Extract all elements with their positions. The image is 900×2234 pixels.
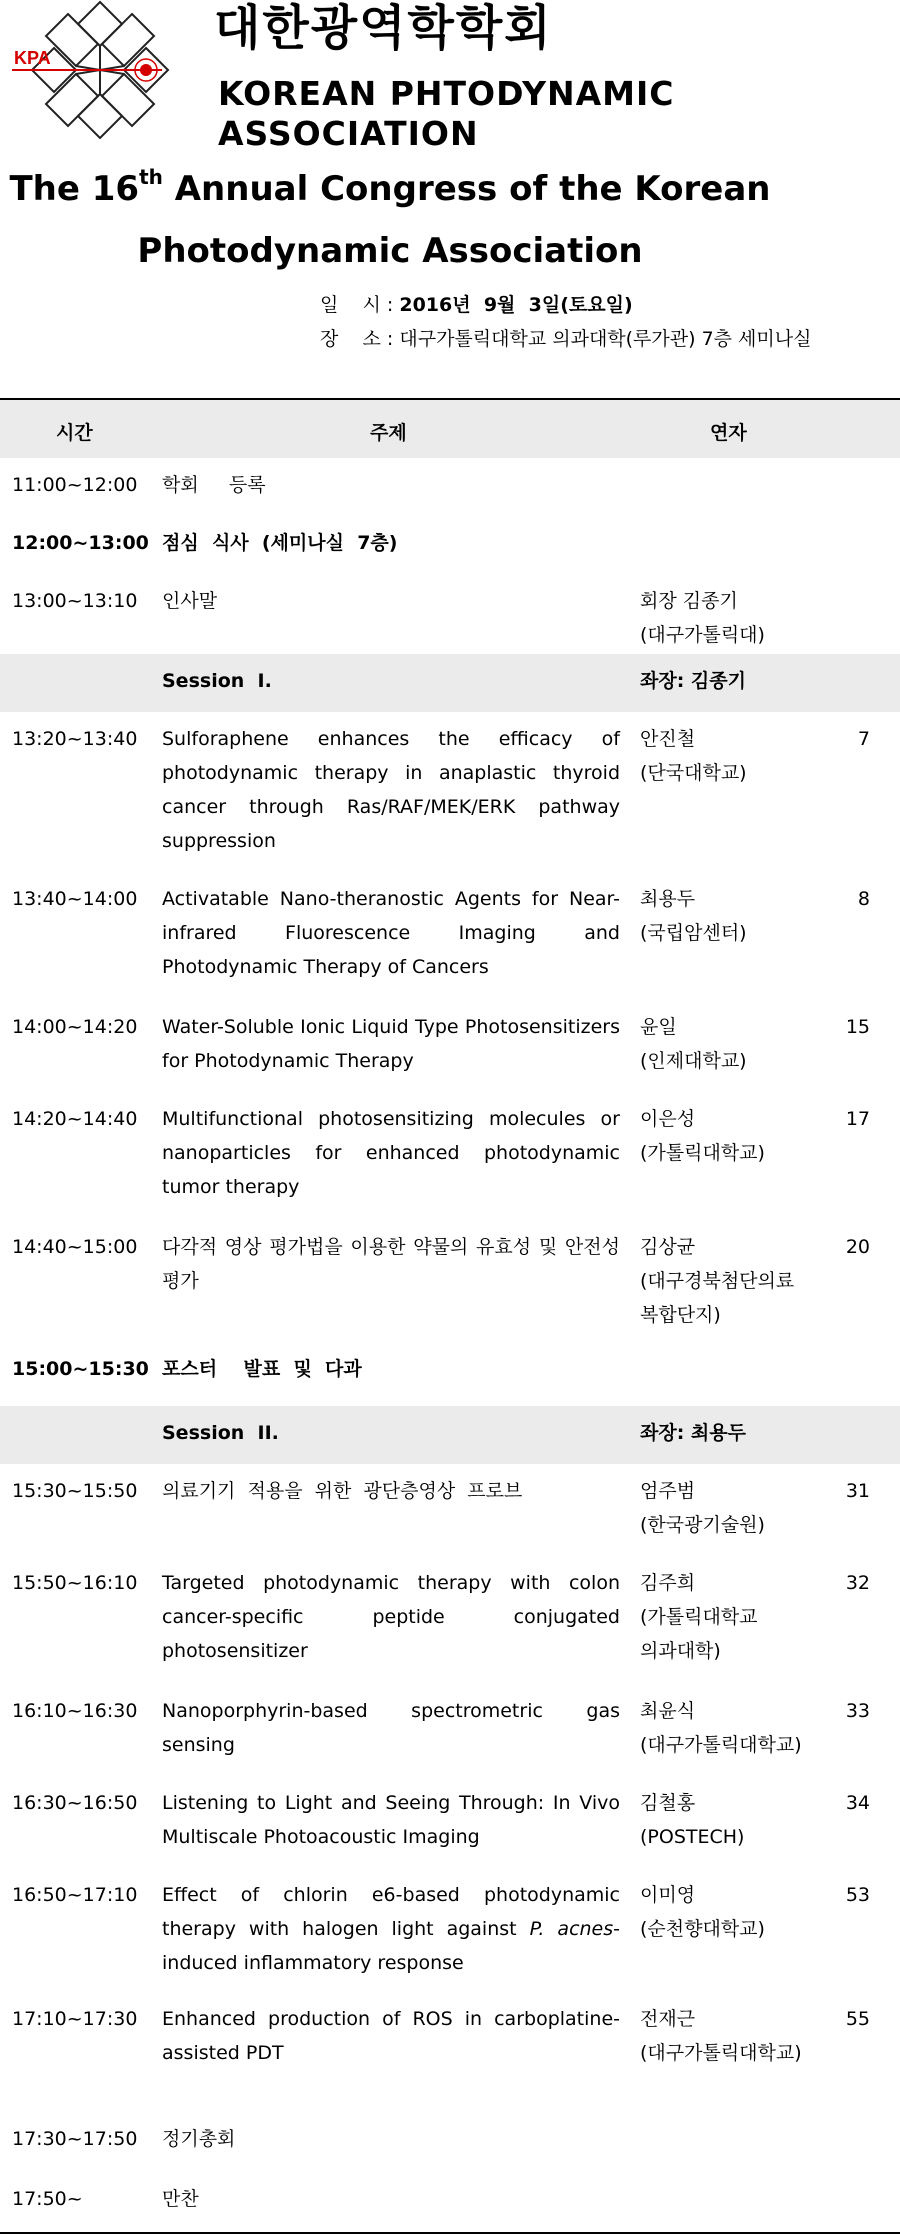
page-number: 15 — [845, 1016, 870, 1038]
table-row — [0, 1556, 900, 1684]
time-cell: 17:50~ — [12, 2188, 83, 2210]
speaker-cell: 김상균 (대구경북첨단의료 복합단지) — [640, 1236, 795, 1326]
speaker-cell: 윤일 (인제대학교) — [640, 1016, 747, 1072]
event-date: 일 시 : 2016년 9월 3일(토요일) — [320, 294, 633, 316]
table-row — [0, 1000, 900, 1092]
species-name: P. acnes — [529, 1918, 614, 1940]
congress-title — [0, 158, 780, 282]
time-cell: 17:10~17:30 — [12, 2008, 138, 2030]
page-number: 7 — [857, 728, 870, 750]
time-cell: 15:30~15:50 — [12, 1480, 138, 1502]
speaker-cell: 엄주범 (한국광기술원) — [640, 1480, 765, 1536]
time-cell: 14:20~14:40 — [12, 1108, 138, 1130]
page-number: 34 — [845, 1792, 870, 1814]
time-cell: 11:00~12:00 — [12, 474, 138, 496]
page-header — [0, 0, 900, 398]
table-row — [0, 2172, 900, 2232]
table-row — [0, 574, 900, 654]
topic-cell — [162, 1878, 620, 1980]
session-row — [0, 654, 900, 712]
topic-cell: Listening to Light and Seeing Through: In Vivo Multiscale Photoacoustic Imaging — [162, 1792, 627, 1848]
topic-cell: Session I. — [162, 670, 272, 692]
kpa-logo — [10, 0, 190, 140]
topic-cell: 만찬 — [162, 2188, 199, 2210]
time-cell: 14:40~15:00 — [12, 1236, 138, 1258]
time-cell: 16:50~17:10 — [12, 1884, 138, 1906]
speaker-cell: 안진철 (단국대학교) — [640, 728, 747, 784]
speaker-cell: 김주희 (가톨릭대학교 의과대학) — [640, 1572, 758, 1662]
table-body — [0, 458, 900, 2232]
time-cell: 15:00~15:30 — [12, 1358, 149, 1380]
time-cell: 13:00~13:10 — [12, 590, 138, 612]
org-name-korean: 대한광역학학회 — [214, 0, 553, 56]
table-header-row — [0, 400, 900, 458]
topic-cell: 인사말 — [162, 590, 218, 612]
speaker-cell: 전재근 (대구가톨릭대학교) — [640, 2008, 802, 2064]
speaker-cell: 김철홍 (POSTECH) — [640, 1792, 745, 1848]
topic-cell: 학회 등록 — [162, 474, 266, 496]
time-cell: 13:20~13:40 — [12, 728, 138, 750]
table-row — [0, 712, 900, 872]
topic-cell: Sulforaphene enhances the efficacy of photodynamic therapy in anaplastic thyroid cancer through Ras/RAF/MEK/ERK pathway suppression — [162, 728, 627, 852]
page-number: 8 — [857, 888, 870, 910]
topic-cell: 의료기기 적용을 위한 광단층영상 프로브 — [162, 1480, 523, 1502]
program-table — [0, 398, 900, 2234]
topic-cell: 점심 식사 (세미나실 7층) — [162, 532, 398, 554]
title-line-1: The 16th Annual Congress of the Korean — [9, 165, 771, 209]
topic-cell: 정기총회 — [162, 2128, 236, 2150]
topic-cell: Targeted photodynamic therapy with colon cancer-specific peptide conjugated photosensitizer — [162, 1572, 627, 1662]
speaker-cell: 좌장: 김종기 — [640, 670, 746, 692]
event-venue: 장 소 : 대구가톨릭대학교 의과대학(루가관) 7층 세미나실 — [320, 328, 812, 350]
topic-cell: 포스터 발표 및 다과 — [162, 1358, 362, 1380]
event-meta — [320, 288, 811, 356]
page-number: 55 — [845, 2008, 870, 2030]
svg-text:KPA: KPA — [14, 48, 51, 68]
column-header-time: 시간 — [56, 422, 93, 444]
time-cell: 13:40~14:00 — [12, 888, 138, 910]
table-row — [0, 2112, 900, 2172]
time-cell: 17:30~17:50 — [12, 2128, 138, 2150]
table-row — [0, 1684, 900, 1776]
topic-cell: 다각적 영상 평가법을 이용한 약물의 유효성 및 안전성 평가 — [162, 1236, 627, 1292]
speaker-cell: 최용두 (국립암센터) — [640, 888, 747, 944]
topic-text: Effect of chlorin e6-based photodynamic therapy with halogen light against — [162, 1884, 620, 1940]
table-row — [0, 872, 900, 1000]
table-row — [0, 1776, 900, 1868]
session-row — [0, 1406, 900, 1464]
page-number: 32 — [845, 1572, 870, 1594]
topic-cell: Enhanced production of ROS in carboplatine-assisted PDT — [162, 2008, 620, 2064]
table-row — [0, 458, 900, 516]
time-cell: 14:00~14:20 — [12, 1016, 138, 1038]
topic-cell: Nanoporphyrin-based spectrometric gas sensing — [162, 1700, 627, 1756]
table-row — [0, 1220, 900, 1342]
page-number: 53 — [845, 1884, 870, 1906]
table-row — [0, 1092, 900, 1220]
time-cell: 16:10~16:30 — [12, 1700, 138, 1722]
ordinal-suffix: th — [139, 165, 163, 189]
column-header-speaker: 연자 — [710, 422, 747, 444]
page-number: 17 — [845, 1108, 870, 1130]
speaker-cell: 이은성 (가톨릭대학교) — [640, 1108, 765, 1164]
title-line-2: Photodynamic Association — [137, 231, 643, 271]
table-row — [0, 1342, 900, 1406]
column-header-topic: 주제 — [370, 422, 407, 444]
table-row — [0, 1464, 900, 1556]
speaker-cell: 이미영 (순천향대학교) — [640, 1884, 765, 1940]
table-row — [0, 1868, 900, 1992]
topic-cell: Activatable Nano-theranostic Agents for Near-infrared Fluorescence Imaging and Photodynamic Therapy of Cancers — [162, 888, 627, 978]
topic-text: -induced inflammatory response — [162, 1918, 620, 1974]
topic-cell: Multifunctional photosensitizing molecules or nanoparticles for enhanced photodynamic tumor therapy — [162, 1108, 633, 1198]
table-row — [0, 516, 900, 574]
topic-cell: Water-Soluble Ionic Liquid Type Photosensitizers for Photodynamic Therapy — [162, 1016, 627, 1072]
time-cell: 12:00~13:00 — [12, 532, 149, 554]
topic-cell: Session II. — [162, 1422, 279, 1444]
page-number: 33 — [845, 1700, 870, 1722]
speaker-cell: 회장 김종기 (대구가톨릭대) — [640, 590, 765, 646]
page-number: 20 — [845, 1236, 870, 1258]
time-cell: 16:30~16:50 — [12, 1792, 138, 1814]
table-row — [0, 1992, 900, 2112]
time-cell: 15:50~16:10 — [12, 1572, 138, 1594]
speaker-cell: 최윤식 (대구가톨릭대학교) — [640, 1700, 802, 1756]
org-name-english: KOREAN PHTODYNAMIC ASSOCIATION — [218, 74, 675, 153]
page-number: 31 — [845, 1480, 870, 1502]
speaker-cell: 좌장: 최용두 — [640, 1422, 746, 1444]
